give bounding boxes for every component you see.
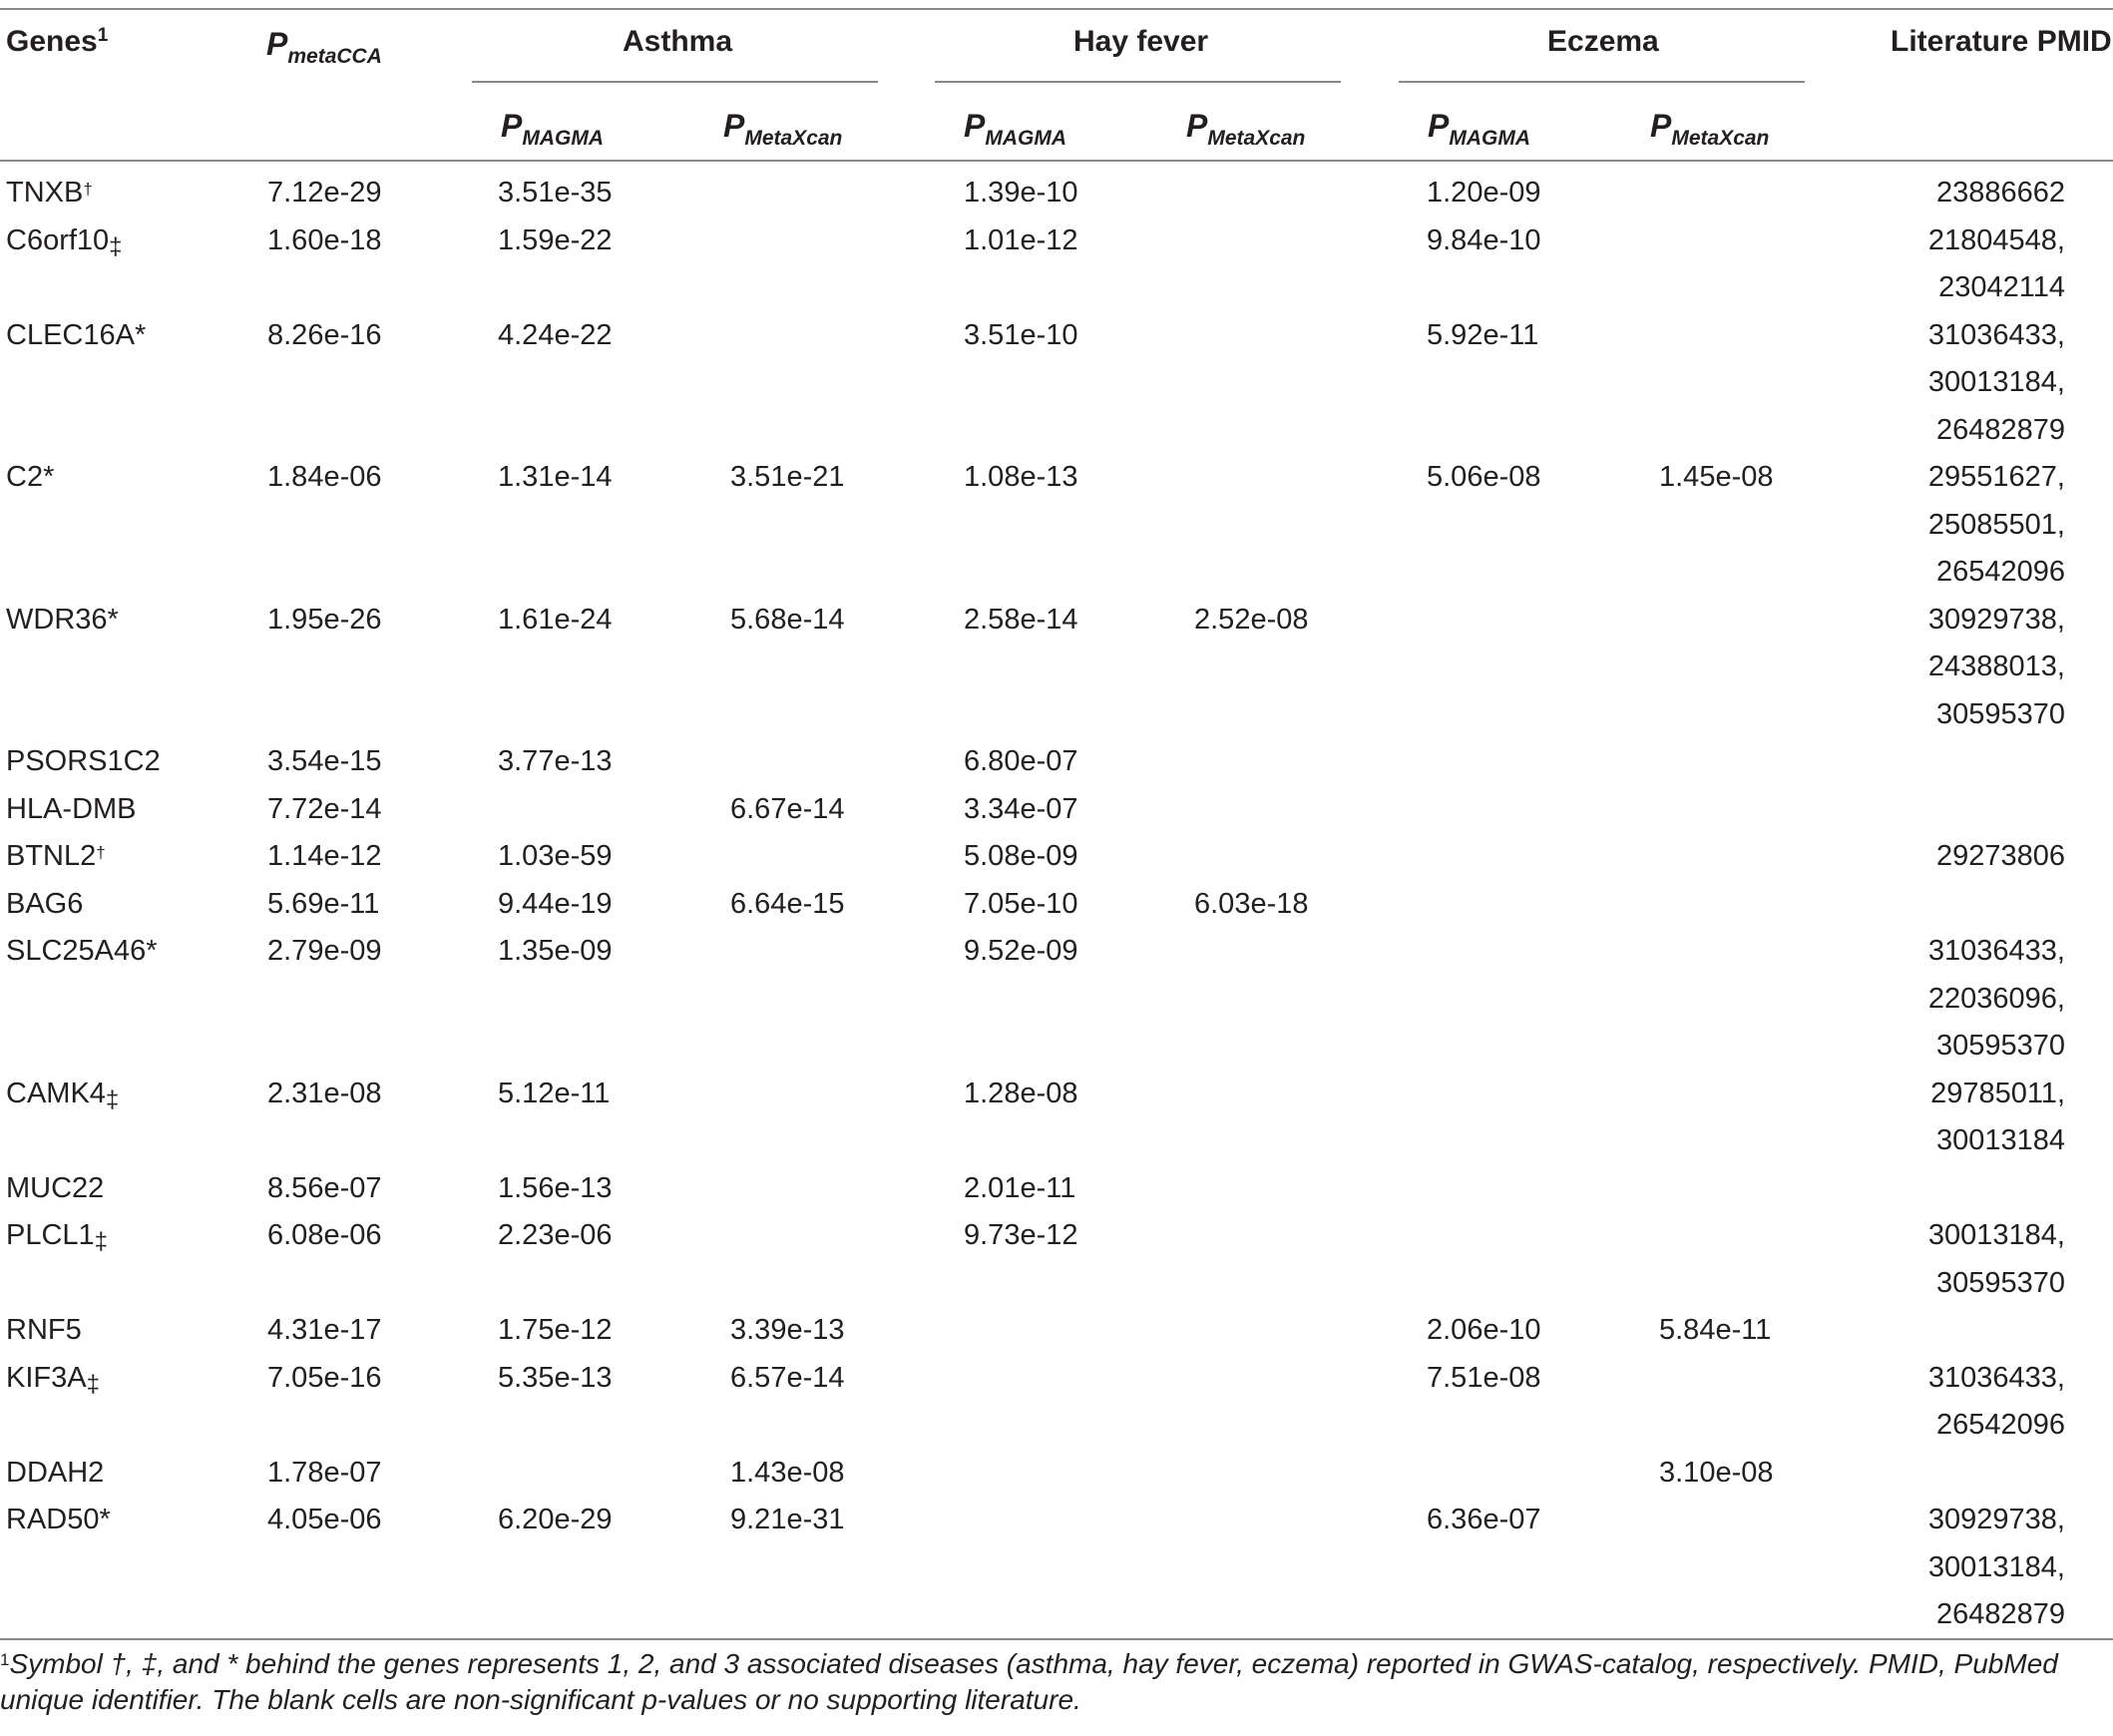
header-bottom-rule [0,160,2113,162]
cell-eczema-pmagma: 5.92e-11 [1427,318,1539,351]
cell-gene: C6orf10‡ [6,223,123,260]
cell-gene: MUC22 [6,1171,105,1204]
cell-asthma-pmagma: 4.24e-22 [498,318,613,351]
cell-pmid: 25085501, [1927,508,2065,541]
cell-eczema-pmagma: 1.20e-09 [1427,177,1541,209]
cell-pmetacca: 3.54e-15 [267,745,382,777]
asthma-span-rule [472,81,878,83]
cell-hayfever-pmagma: 3.34e-07 [964,792,1078,825]
cell-gene: TNXB† [6,177,93,209]
cell-eczema-pmetaxcan: 3.10e-08 [1659,1456,1774,1489]
cell-gene: CAMK4‡ [6,1077,120,1113]
cell-pmetacca: 7.72e-14 [267,792,382,825]
cell-asthma-pmetaxcan: 3.51e-21 [730,461,845,493]
cell-hayfever-pmagma: 5.08e-09 [964,840,1078,872]
gene-disease-mark: * [134,318,147,351]
cell-asthma-pmagma: 9.44e-19 [498,887,613,920]
cell-hayfever-pmagma: 1.08e-13 [964,461,1078,493]
cell-asthma-pmagma: 1.56e-13 [498,1171,613,1204]
cell-asthma-pmagma: 1.61e-24 [498,603,613,636]
cell-pmetacca: 4.31e-17 [267,1314,382,1346]
cell-pmid: 31036433, [1927,318,2065,351]
cell-asthma-pmagma: 1.35e-09 [498,935,613,967]
cell-pmetacca: 7.05e-16 [267,1361,382,1394]
header-asthma-pmetaxcan: $P_{MetaXcan}$ [723,108,843,150]
cell-pmid: 30013184, [1927,1219,2065,1251]
cell-gene: CLEC16A* [6,318,147,351]
header-hayfever: Hay fever [1073,25,1209,58]
cell-asthma-pmagma: 6.20e-29 [498,1504,613,1535]
header-genes: Genes$^1$ [6,25,109,58]
cell-asthma-pmagma: 3.51e-35 [498,177,613,209]
cell-asthma-pmetaxcan: 5.68e-14 [730,603,845,636]
cell-pmetacca: 1.84e-06 [267,461,382,493]
gene-disease-mark: * [146,935,158,967]
cell-pmid: 22036096, [1927,982,2065,1015]
cell-pmid: 26542096 [1935,1409,2065,1441]
eczema-span-rule [1399,81,1805,83]
header-hayfever-pmetaxcan: $P_{MetaXcan}$ [1186,108,1306,150]
cell-pmetacca: 6.08e-06 [267,1219,382,1251]
cell-hayfever-pmagma: 7.05e-10 [964,887,1078,920]
cell-eczema-pmetaxcan: 5.84e-11 [1659,1314,1772,1346]
cell-asthma-pmetaxcan: 6.57e-14 [730,1361,845,1394]
cell-hayfever-pmagma: 9.52e-09 [964,935,1078,967]
cell-asthma-pmagma: 5.12e-11 [498,1077,611,1109]
cell-eczema-pmagma: 9.84e-10 [1427,223,1541,256]
cell-pmetacca: 2.31e-08 [267,1077,382,1109]
hayfever-span-rule [935,81,1341,83]
cell-asthma-pmagma: 5.35e-13 [498,1361,613,1394]
cell-asthma-pmetaxcan: 1.43e-08 [730,1456,845,1489]
cell-asthma-pmetaxcan: 9.21e-31 [730,1504,845,1535]
header-eczema-pmagma: $P_{MAGMA}$ [1428,108,1530,150]
cell-hayfever-pmagma: 3.51e-10 [964,318,1078,351]
cell-asthma-pmagma: 1.31e-14 [498,461,613,493]
header-literature-pmid: Literature PMID [1891,25,2112,58]
cell-gene: C2* [6,461,55,493]
gene-disease-mark: * [99,1504,111,1535]
cell-eczema-pmagma: 7.51e-08 [1427,1361,1541,1394]
cell-hayfever-pmetaxcan: 6.03e-18 [1194,887,1309,920]
header-asthma-pmagma: $P_{MAGMA}$ [501,108,604,150]
cell-pmid: 23886662 [1935,177,2065,209]
cell-pmetacca: 8.26e-16 [267,318,382,351]
cell-hayfever-pmagma: 6.80e-07 [964,745,1078,777]
cell-asthma-pmetaxcan: 6.67e-14 [730,792,845,825]
cell-pmid: 29273806 [1935,840,2065,872]
cell-asthma-pmagma: 1.03e-59 [498,840,613,872]
header-asthma: Asthma [623,25,733,58]
cell-pmid: 24388013, [1927,651,2065,682]
cell-pmetacca: 1.14e-12 [267,840,382,872]
cell-pmetacca: 8.56e-07 [267,1171,382,1204]
cell-pmetacca: 1.78e-07 [267,1456,382,1489]
cell-pmid: 30595370 [1935,1266,2065,1299]
cell-gene: DDAH2 [6,1456,105,1489]
cell-pmid: 30929738, [1927,603,2065,636]
header-pmetacca: $P_{metaCCA}$ [266,26,382,68]
cell-hayfever-pmagma: 2.58e-14 [964,603,1078,636]
cell-eczema-pmagma: 2.06e-10 [1427,1314,1541,1346]
cell-pmid: 30595370 [1935,1030,2065,1062]
gene-disease-mark: ‡ [94,1228,109,1255]
cell-eczema-pmagma: 6.36e-07 [1427,1504,1541,1535]
gene-disease-mark: ‡ [105,1085,120,1113]
cell-gene: BAG6 [6,887,84,920]
cell-gene: HLA-DMB [6,792,137,825]
cell-pmid: 30929738, [1927,1504,2065,1535]
cell-pmetacca: 2.79e-09 [267,935,382,967]
table-footnote: $^1$Symbol †, ‡, and * behind the genes represents 1, 2, and 3 associated diseases (asthma, hay fever, eczema) reported in GWAS-catalog, respectively. PMID, PubMed unique identifier. The blank cells are non-significant p-values or no supporting literature. [0,1648,2058,1715]
header-eczema: Eczema [1547,25,1659,58]
cell-gene: WDR36* [6,603,119,636]
cell-hayfever-pmagma: 2.01e-11 [964,1171,1076,1204]
cell-gene: RAD50* [6,1504,111,1535]
cell-pmetacca: 7.12e-29 [267,177,382,209]
gene-disease-mark: ‡ [86,1370,100,1398]
cell-pmid: 30013184 [1935,1124,2065,1156]
cell-gene: PLCL1‡ [6,1219,109,1255]
cell-asthma-pmetaxcan: 3.39e-13 [730,1314,845,1346]
cell-hayfever-pmagma: 9.73e-12 [964,1219,1078,1251]
gene-disease-mark: † [96,843,106,862]
cell-pmid: 26482879 [1935,413,2065,446]
header-hayfever-pmagma: $P_{MAGMA}$ [964,108,1066,150]
cell-pmid: 31036433, [1927,935,2065,967]
cell-eczema-pmagma: 5.06e-08 [1427,461,1541,493]
cell-pmetacca: 1.95e-26 [267,603,382,636]
cell-pmid: 23042114 [1938,271,2065,303]
cell-pmid: 30013184, [1927,366,2065,398]
table-top-rule [0,8,2113,10]
cell-hayfever-pmagma: 1.39e-10 [964,177,1078,209]
gene-disease-mark: † [83,180,93,199]
gene-disease-mark: * [107,603,119,636]
cell-hayfever-pmagma: 1.28e-08 [964,1077,1078,1109]
cell-asthma-pmagma: 2.23e-06 [498,1219,613,1251]
cell-pmid: 26542096 [1935,556,2065,588]
cell-pmid: 26482879 [1935,1598,2065,1630]
cell-pmid: 31036433, [1927,1361,2065,1394]
cell-pmid: 30013184, [1927,1550,2065,1583]
header-eczema-pmetaxcan: $P_{MetaXcan}$ [1650,108,1770,150]
gene-disease-mark: * [43,461,55,493]
cell-asthma-pmagma: 1.59e-22 [498,223,613,256]
cell-pmetacca: 4.05e-06 [267,1504,382,1535]
cell-asthma-pmagma: 3.77e-13 [498,745,613,777]
cell-eczema-pmetaxcan: 1.45e-08 [1659,461,1774,493]
cell-gene: KIF3A‡ [6,1361,100,1398]
cell-gene: RNF5 [6,1314,82,1346]
cell-pmid: 29551627, [1927,461,2065,493]
cell-pmid: 21804548, [1927,223,2065,256]
cell-asthma-pmetaxcan: 6.64e-15 [730,887,845,920]
cell-hayfever-pmagma: 1.01e-12 [964,223,1078,256]
cell-hayfever-pmetaxcan: 2.52e-08 [1194,603,1309,636]
cell-gene: BTNL2† [6,840,106,872]
cell-asthma-pmagma: 1.75e-12 [498,1314,613,1346]
cell-pmid: 29785011, [1930,1077,2065,1109]
cell-pmetacca: 1.60e-18 [267,223,382,256]
cell-pmetacca: 5.69e-11 [267,887,380,920]
cell-gene: SLC25A46* [6,935,158,967]
gene-disease-mark: ‡ [109,232,123,260]
cell-pmid: 30595370 [1935,697,2065,730]
cell-gene: PSORS1C2 [6,745,161,777]
table-bottom-rule [0,1638,2113,1640]
